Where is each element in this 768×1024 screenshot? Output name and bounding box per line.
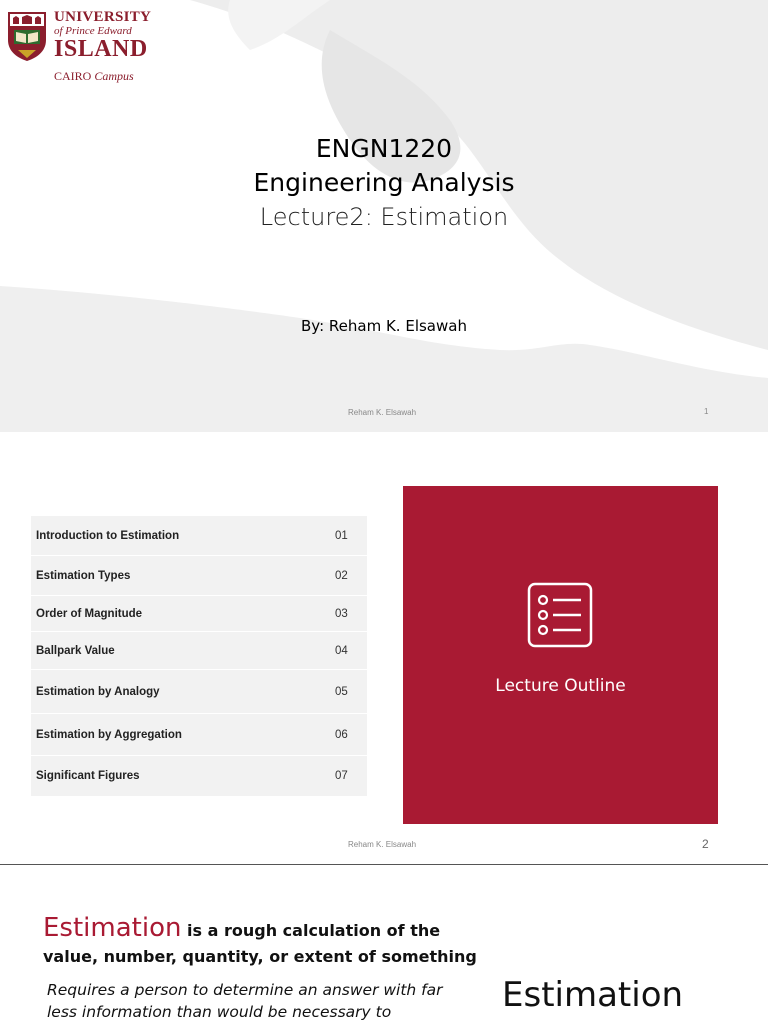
logo-line-prince-edward: of Prince Edward (54, 25, 132, 37)
slide-footer: Reham K. Elsawah (348, 408, 417, 417)
outline-label: Introduction to Estimation (36, 529, 180, 542)
outline-row (31, 596, 367, 632)
course-title: Engineering Analysis (253, 168, 515, 197)
definition-italic-note: Requires a person to determine an answer with far less information than would be necessary to (47, 981, 443, 1021)
outline-table (31, 516, 367, 796)
outline-row (31, 632, 367, 670)
outline-label: Ballpark Value (36, 644, 115, 657)
outline-number: 01 (335, 529, 348, 542)
slide-page-number: 1 (704, 407, 709, 416)
course-code: ENGN1220 (315, 134, 453, 163)
outline-row (31, 714, 367, 756)
slide-2 (0, 432, 768, 864)
lecture-outline-panel (403, 486, 718, 824)
definition-text-2: value, number, quantity, or extent of something (43, 947, 477, 966)
definition-line-1 (43, 913, 440, 943)
outline-row (31, 670, 367, 714)
university-name (54, 10, 151, 82)
outline-label: Order of Magnitude (36, 607, 143, 620)
title-block (0, 132, 768, 234)
campus-city: CAIRO (54, 69, 92, 83)
outline-label: Estimation by Aggregation (36, 728, 182, 741)
slide-page-number: 2 (702, 837, 709, 851)
definition-text-1: is a rough calculation of the (181, 921, 441, 940)
outline-number: 03 (335, 607, 348, 620)
slide-1 (0, 0, 768, 432)
logo-line-university: UNIVERSITY (54, 9, 152, 25)
outline-label: Estimation by Analogy (36, 685, 160, 698)
outline-number: 02 (335, 569, 348, 582)
outline-row (31, 756, 367, 796)
logo-line-campus (54, 70, 151, 82)
outline-label: Significant Figures (36, 770, 140, 782)
list-icon (527, 582, 593, 648)
outline-row (31, 516, 367, 556)
author-line: By: Reham K. Elsawah (301, 317, 467, 335)
slide-footer: Reham K. Elsawah (348, 840, 417, 849)
panel-title: Lecture Outline (495, 676, 626, 696)
outline-row (31, 556, 367, 596)
outline-label: Estimation Types (36, 569, 131, 582)
university-logo (4, 8, 152, 83)
logo-line-island: ISLAND (54, 36, 148, 62)
outline-number: 06 (335, 728, 348, 741)
campus-word: Campus (94, 69, 134, 83)
slide-3 (0, 864, 768, 1024)
side-title: Estimation (502, 975, 684, 1015)
definition-term: Estimation (43, 913, 182, 943)
university-crest-icon (6, 10, 48, 62)
outline-number: 04 (335, 644, 348, 657)
outline-number: 05 (335, 685, 348, 698)
lecture-title: Lecture2: Estimation (259, 203, 509, 231)
outline-number: 07 (335, 770, 348, 782)
